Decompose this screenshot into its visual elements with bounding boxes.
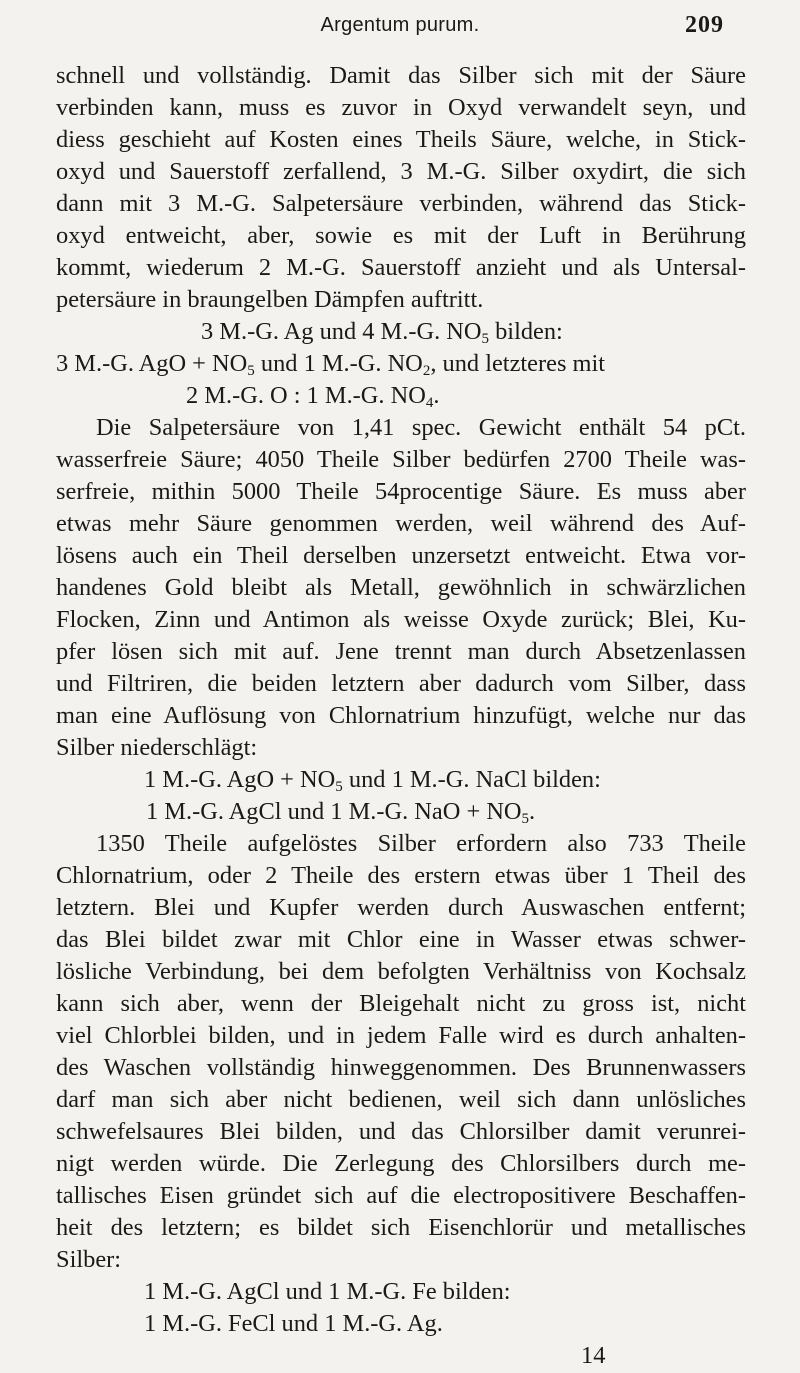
page-number: 209 (685, 12, 724, 38)
paragraph-2 (56, 412, 746, 764)
text-line: lösens auch ein Theil derselben unzersetzt entweicht. Etwa vor- (56, 542, 746, 569)
text-line: verbinden kann, muss es zuvor in Oxyd verwandelt seyn, und (56, 94, 746, 121)
text-line: des Waschen vollständig hinweggenommen. Des Brunnenwassers (56, 1054, 746, 1081)
text-line: pfer lösen sich mit auf. Jene trennt man durch Absetzenlassen (56, 638, 746, 665)
paragraph-1 (56, 60, 746, 316)
formula-line: 1 M.-G. AgCl und 1 M.-G. NaO + $NO_5$. (146, 798, 536, 827)
formula-line: 1 M.-G. AgCl und 1 M.-G. Fe bilden: (144, 1278, 511, 1305)
text-line: lösliche Verbindung, bei dem befolgten Verhältniss von Kochsalz (56, 958, 746, 985)
text-line: Silber niederschlägt: (56, 734, 258, 761)
text-line: Die Salpetersäure von 1,41 spec. Gewicht enthält 54 pCt. (96, 414, 746, 441)
text-line: wasserfreie Säure; 4050 Theile Silber bedürfen 2700 Theile was- (56, 446, 746, 473)
text-line: etwas mehr Säure genommen werden, weil während des Auf- (56, 510, 746, 537)
text-line: kann sich aber, wenn der Bleigehalt nicht zu gross ist, nicht (56, 990, 746, 1017)
formula-line: 2 M.-G. O : 1 M.-G. $NO_4$. (186, 382, 440, 411)
text-line: nigt werden würde. Die Zerlegung des Chlorsilbers durch me- (56, 1150, 746, 1177)
text-line: Silber: (56, 1246, 122, 1273)
text-line: heit des letztern; es bildet sich Eisenchlorür und metallisches (56, 1214, 746, 1241)
text-line: oxyd und Sauerstoff zerfallend, 3 M.-G. Silber oxydirt, die sich (56, 158, 746, 185)
text-line: kommt, wiederum 2 M.-G. Sauerstoff anzieht und als Untersal- (56, 254, 746, 281)
text-line: das Blei bildet zwar mit Chlor eine in Wasser etwas schwer- (56, 926, 746, 953)
formula-line: 3 M.-G. Ag und 4 M.-G. $NO_5$ bilden: (201, 318, 563, 347)
paragraph-3 (56, 828, 746, 1276)
text-line: und Filtriren, die beiden letztern aber dadurch vom Silber, dass (56, 670, 746, 697)
page-header (0, 14, 800, 44)
text-line: Flocken, Zinn und Antimon als weisse Oxyde zurück; Blei, Ku- (56, 606, 746, 633)
text-line: tallisches Eisen gründet sich auf die electropositivere Beschaffen- (56, 1182, 746, 1209)
text-line: darf man sich aber nicht bedienen, weil sich dann unlösliches (56, 1086, 746, 1113)
running-title: Argentum purum. (320, 14, 480, 36)
text-line: schwefelsaures Blei bilden, und das Chlorsilber damit verunrei- (56, 1118, 746, 1145)
signature-mark: 14 (581, 1342, 606, 1369)
text-line: 1350 Theile aufgelöstes Silber erfordern also 733 Theile (96, 830, 746, 857)
text-line: petersäure in braungelben Dämpfen auftritt. (56, 286, 484, 313)
formula-line: 3 M.-G. AgO + $NO_5$ und 1 M.-G. $NO_2$, und letzteres mit (56, 350, 606, 379)
text-line: schnell und vollständig. Damit das Silber sich mit der Säure (56, 62, 746, 89)
text-line: man eine Auflösung von Chlornatrium hinzufügt, welche nur das (56, 702, 746, 729)
body-text (56, 60, 746, 1372)
text-line: viel Chlorblei bilden, und in jedem Falle wird es durch anhalten- (56, 1022, 746, 1049)
text-line: handenes Gold bleibt als Metall, gewöhnlich in schwärzlichen (56, 574, 746, 601)
text-line: dann mit 3 M.-G. Salpetersäure verbinden, während das Stick- (56, 190, 746, 217)
formula-line: 1 M.-G. FeCl und 1 M.-G. Ag. (144, 1310, 443, 1337)
text-line: oxyd entweicht, aber, sowie es mit der Luft in Berührung (56, 222, 746, 249)
text-line: diess geschieht auf Kosten eines Theils Säure, welche, in Stick- (56, 126, 746, 153)
formula-line: 1 M.-G. AgO + $NO_5$ und 1 M.-G. NaCl bilden: (144, 766, 601, 795)
text-line: serfreie, mithin 5000 Theile 54procentige Säure. Es muss aber (56, 478, 746, 505)
text-line: letztern. Blei und Kupfer werden durch Auswaschen entfernt; (56, 894, 746, 921)
text-line: Chlornatrium, oder 2 Theile des erstern etwas über 1 Theil des (56, 862, 746, 889)
